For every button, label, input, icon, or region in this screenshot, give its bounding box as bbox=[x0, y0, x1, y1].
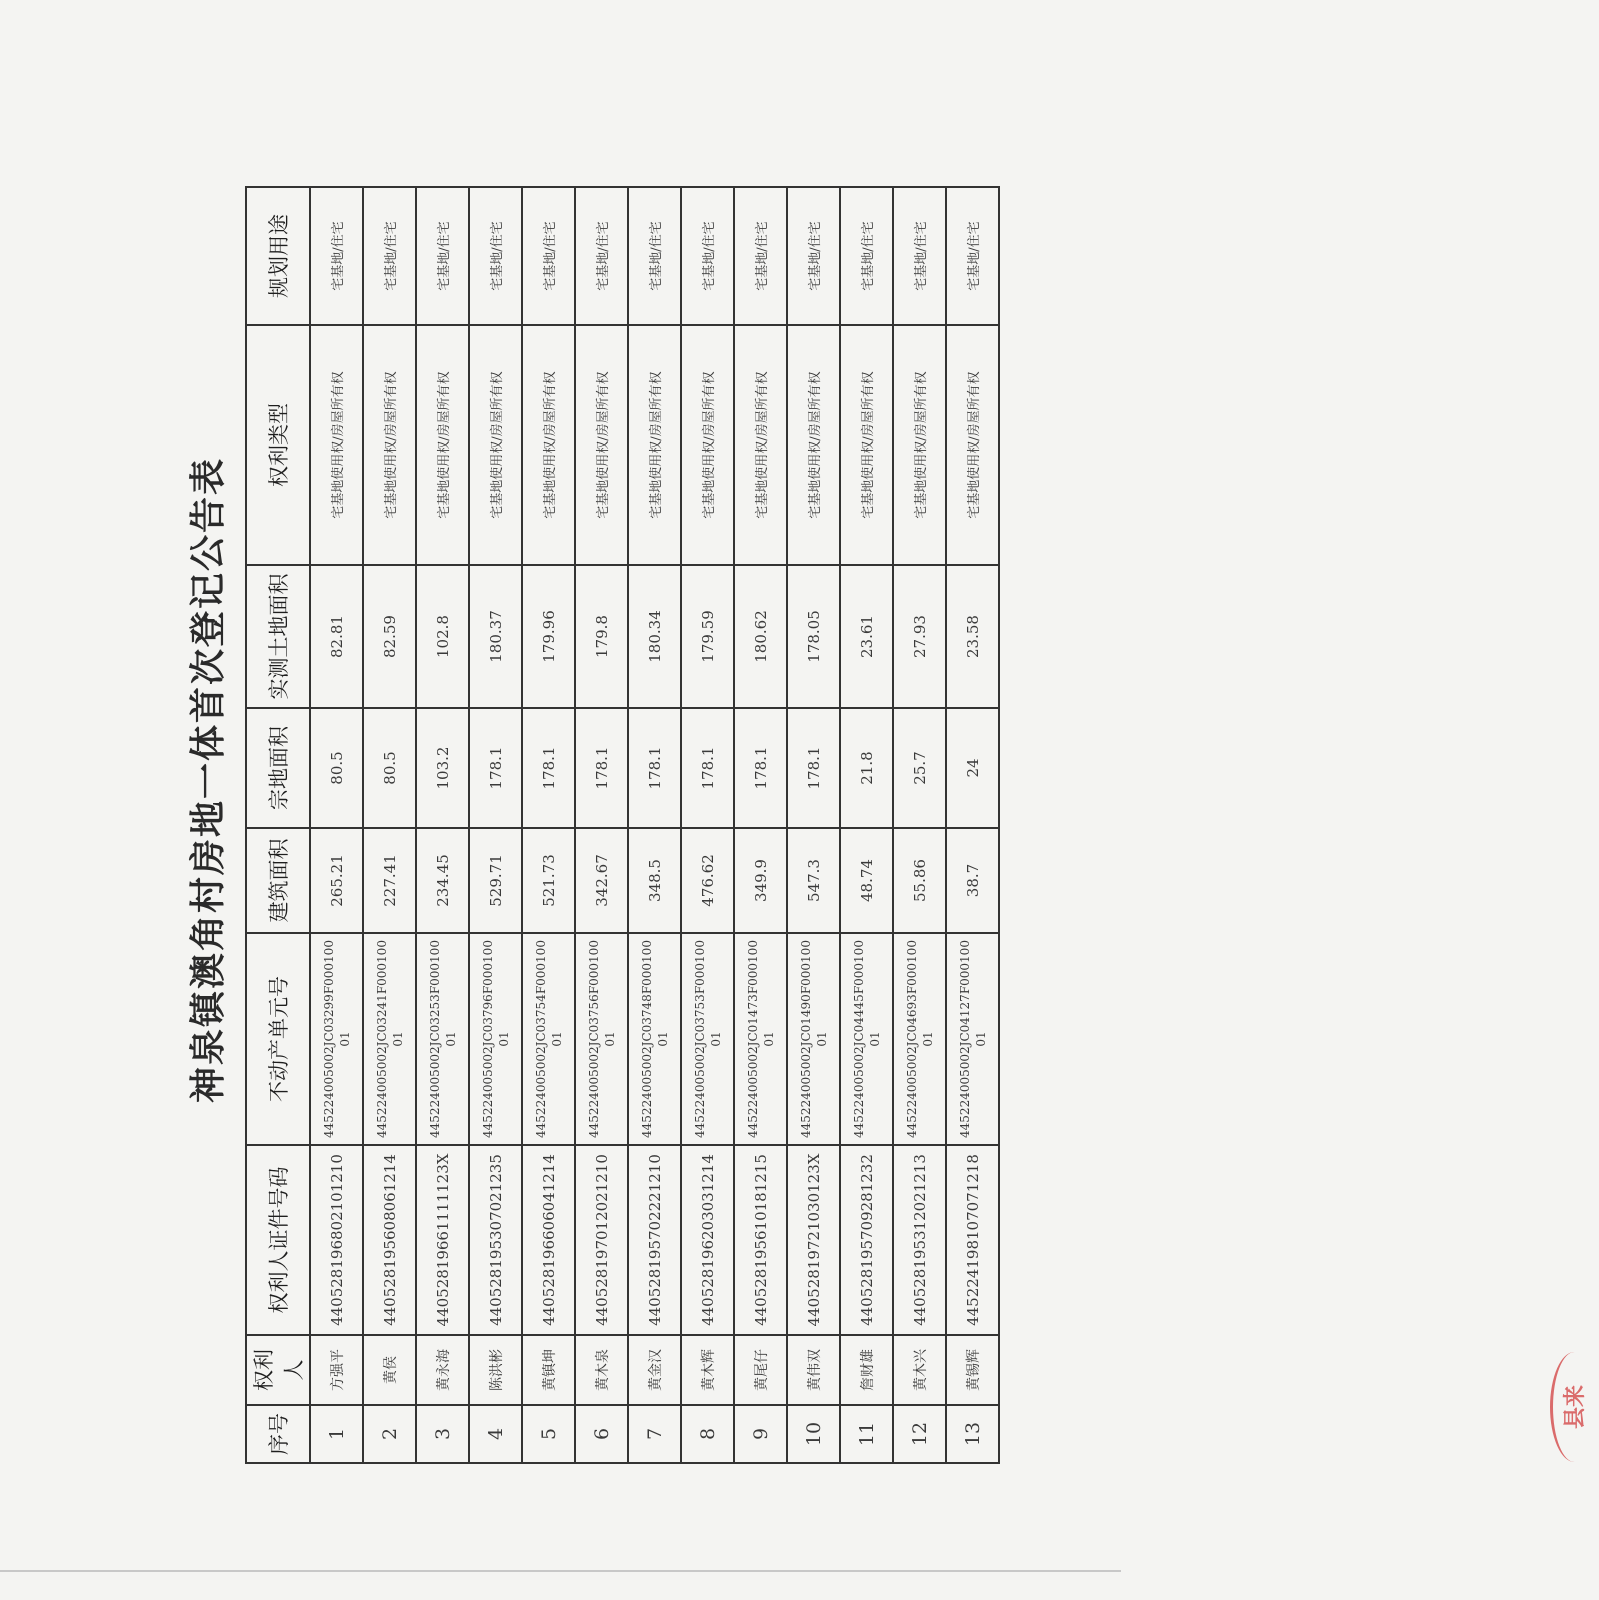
owner-name-cell: 黄木兴 bbox=[893, 1335, 946, 1405]
right-type-cell: 宅基地使用权/房屋所有权 bbox=[893, 325, 946, 565]
owner-name-cell: 黄永海 bbox=[416, 1335, 469, 1405]
parcel-area-cell: 178.1 bbox=[787, 708, 840, 828]
building-area-cell: 348.5 bbox=[628, 828, 681, 933]
parcel-area-cell: 80.5 bbox=[310, 708, 363, 828]
id-number-cell: 440528195610181215 bbox=[734, 1145, 787, 1335]
id-number-cell: 440528195702221210 bbox=[628, 1145, 681, 1335]
planned-use-cell: 宅基地/住宅 bbox=[840, 187, 893, 325]
header-cell: 宗地面积 bbox=[246, 708, 310, 828]
measured-land-area-cell: 178.05 bbox=[787, 565, 840, 708]
parcel-area-cell: 178.1 bbox=[522, 708, 575, 828]
right-type-cell: 宅基地使用权/房屋所有权 bbox=[840, 325, 893, 565]
building-area-cell: 547.3 bbox=[787, 828, 840, 933]
measured-land-area-cell: 102.8 bbox=[416, 565, 469, 708]
right-type-cell: 宅基地使用权/房屋所有权 bbox=[575, 325, 628, 565]
table-row bbox=[628, 187, 681, 1463]
row-number-cell: 13 bbox=[946, 1405, 999, 1463]
header-cell: 不动产单元号 bbox=[246, 933, 310, 1145]
right-type-cell: 宅基地使用权/房屋所有权 bbox=[363, 325, 416, 565]
property-unit-number-cell: 445224005002JC01490F00010001 bbox=[787, 933, 840, 1145]
measured-land-area-cell: 82.81 bbox=[310, 565, 363, 708]
table-row bbox=[363, 187, 416, 1463]
header-cell: 权利人 bbox=[246, 1335, 310, 1405]
property-unit-number-cell: 445224005002JC01473F00010001 bbox=[734, 933, 787, 1145]
property-unit-number-cell: 445224005002JC03241F00010001 bbox=[363, 933, 416, 1145]
planned-use-cell: 宅基地/住宅 bbox=[469, 187, 522, 325]
row-number-cell: 11 bbox=[840, 1405, 893, 1463]
header-cell: 建筑面积 bbox=[246, 828, 310, 933]
table-row bbox=[681, 187, 734, 1463]
table-row bbox=[946, 187, 999, 1463]
parcel-area-cell: 24 bbox=[946, 708, 999, 828]
parcel-area-cell: 178.1 bbox=[628, 708, 681, 828]
planned-use-cell: 宅基地/住宅 bbox=[363, 187, 416, 325]
table-row bbox=[310, 187, 363, 1463]
header-cell: 权利人证件号码 bbox=[246, 1145, 310, 1335]
owner-name-cell: 黄镇坤 bbox=[522, 1335, 575, 1405]
planned-use-cell: 宅基地/住宅 bbox=[628, 187, 681, 325]
row-number-cell: 4 bbox=[469, 1405, 522, 1463]
row-number-cell: 6 bbox=[575, 1405, 628, 1463]
property-unit-number-cell: 445224005002JC03756F00010001 bbox=[575, 933, 628, 1145]
property-unit-number-cell: 445224005002JC03748F00010001 bbox=[628, 933, 681, 1145]
property-unit-number-cell: 445224005002JC04693F00010001 bbox=[893, 933, 946, 1145]
measured-land-area-cell: 179.59 bbox=[681, 565, 734, 708]
right-type-cell: 宅基地使用权/房屋所有权 bbox=[522, 325, 575, 565]
building-area-cell: 227.41 bbox=[363, 828, 416, 933]
right-type-cell: 宅基地使用权/房屋所有权 bbox=[946, 325, 999, 565]
row-number-cell: 7 bbox=[628, 1405, 681, 1463]
parcel-area-cell: 103.2 bbox=[416, 708, 469, 828]
right-type-cell: 宅基地使用权/房屋所有权 bbox=[787, 325, 840, 565]
row-number-cell: 5 bbox=[522, 1405, 575, 1463]
parcel-area-cell: 178.1 bbox=[469, 708, 522, 828]
scan-edge-line bbox=[0, 1570, 1121, 1572]
building-area-cell: 476.62 bbox=[681, 828, 734, 933]
table-row bbox=[469, 187, 522, 1463]
rotated-document-page bbox=[110, 80, 1588, 1480]
building-area-cell: 342.67 bbox=[575, 828, 628, 933]
right-type-cell: 宅基地使用权/房屋所有权 bbox=[310, 325, 363, 565]
planned-use-cell: 宅基地/住宅 bbox=[575, 187, 628, 325]
right-type-cell: 宅基地使用权/房屋所有权 bbox=[734, 325, 787, 565]
header-cell: 规划用途 bbox=[246, 187, 310, 325]
owner-name-cell: 黄木辉 bbox=[681, 1335, 734, 1405]
property-unit-number-cell: 445224005002JC03796F00010001 bbox=[469, 933, 522, 1145]
planned-use-cell: 宅基地/住宅 bbox=[734, 187, 787, 325]
table-row bbox=[840, 187, 893, 1463]
planned-use-cell: 宅基地/住宅 bbox=[310, 187, 363, 325]
row-number-cell: 3 bbox=[416, 1405, 469, 1463]
measured-land-area-cell: 179.8 bbox=[575, 565, 628, 708]
measured-land-area-cell: 23.58 bbox=[946, 565, 999, 708]
parcel-area-cell: 80.5 bbox=[363, 708, 416, 828]
id-number-cell: 440528196203031214 bbox=[681, 1145, 734, 1335]
id-number-cell: 440528195608061214 bbox=[363, 1145, 416, 1335]
right-type-cell: 宅基地使用权/房屋所有权 bbox=[469, 325, 522, 565]
id-number-cell: 440528196802101210 bbox=[310, 1145, 363, 1335]
property-unit-number-cell: 445224005002JC03253F00010001 bbox=[416, 933, 469, 1145]
id-number-cell: 44052819661111123X bbox=[416, 1145, 469, 1335]
measured-land-area-cell: 23.61 bbox=[840, 565, 893, 708]
measured-land-area-cell: 180.62 bbox=[734, 565, 787, 708]
table-row bbox=[522, 187, 575, 1463]
table-body bbox=[310, 187, 999, 1463]
parcel-area-cell: 178.1 bbox=[734, 708, 787, 828]
row-number-cell: 2 bbox=[363, 1405, 416, 1463]
row-number-cell: 12 bbox=[893, 1405, 946, 1463]
measured-land-area-cell: 180.34 bbox=[628, 565, 681, 708]
right-type-cell: 宅基地使用权/房屋所有权 bbox=[416, 325, 469, 565]
planned-use-cell: 宅基地/住宅 bbox=[681, 187, 734, 325]
owner-name-cell: 黄金汉 bbox=[628, 1335, 681, 1405]
id-number-cell: 440528195312021213 bbox=[893, 1145, 946, 1335]
property-unit-number-cell: 445224005002JC04127F00010001 bbox=[946, 933, 999, 1145]
planned-use-cell: 宅基地/住宅 bbox=[522, 187, 575, 325]
id-number-cell: 440528197012021210 bbox=[575, 1145, 628, 1335]
header-cell: 序号 bbox=[246, 1405, 310, 1463]
table-row bbox=[893, 187, 946, 1463]
table-row bbox=[575, 187, 628, 1463]
table-row bbox=[416, 187, 469, 1463]
owner-name-cell: 黄伟双 bbox=[787, 1335, 840, 1405]
building-area-cell: 349.9 bbox=[734, 828, 787, 933]
right-type-cell: 宅基地使用权/房屋所有权 bbox=[628, 325, 681, 565]
registration-table bbox=[245, 186, 1000, 1464]
parcel-area-cell: 178.1 bbox=[575, 708, 628, 828]
owner-name-cell: 黄木泉 bbox=[575, 1335, 628, 1405]
owner-name-cell: 黄侯 bbox=[363, 1335, 416, 1405]
measured-land-area-cell: 180.37 bbox=[469, 565, 522, 708]
building-area-cell: 265.21 bbox=[310, 828, 363, 933]
right-type-cell: 宅基地使用权/房屋所有权 bbox=[681, 325, 734, 565]
row-number-cell: 9 bbox=[734, 1405, 787, 1463]
header-cell: 实测土地面积 bbox=[246, 565, 310, 708]
parcel-area-cell: 178.1 bbox=[681, 708, 734, 828]
owner-name-cell: 黄尾仔 bbox=[734, 1335, 787, 1405]
building-area-cell: 55.86 bbox=[893, 828, 946, 933]
table-row bbox=[787, 187, 840, 1463]
property-unit-number-cell: 445224005002JC03754F00010001 bbox=[522, 933, 575, 1145]
planned-use-cell: 宅基地/住宅 bbox=[893, 187, 946, 325]
owner-name-cell: 詹财雄 bbox=[840, 1335, 893, 1405]
measured-land-area-cell: 179.96 bbox=[522, 565, 575, 708]
owner-name-cell: 黄锡辉 bbox=[946, 1335, 999, 1405]
planned-use-cell: 宅基地/住宅 bbox=[946, 187, 999, 325]
planned-use-cell: 宅基地/住宅 bbox=[416, 187, 469, 325]
table-row bbox=[734, 187, 787, 1463]
row-number-cell: 8 bbox=[681, 1405, 734, 1463]
owner-name-cell: 方强平 bbox=[310, 1335, 363, 1405]
row-number-cell: 10 bbox=[787, 1405, 840, 1463]
header-cell: 权利类型 bbox=[246, 325, 310, 565]
measured-land-area-cell: 82.59 bbox=[363, 565, 416, 708]
id-number-cell: 440528196606041214 bbox=[522, 1145, 575, 1335]
measured-land-area-cell: 27.93 bbox=[893, 565, 946, 708]
building-area-cell: 529.71 bbox=[469, 828, 522, 933]
property-unit-number-cell: 445224005002JC04445F00010001 bbox=[840, 933, 893, 1145]
header-row bbox=[246, 187, 310, 1463]
id-number-cell: 440528195307021235 bbox=[469, 1145, 522, 1335]
property-unit-number-cell: 445224005002JC03299F00010001 bbox=[310, 933, 363, 1145]
property-unit-number-cell: 445224005002JC03753F00010001 bbox=[681, 933, 734, 1145]
planned-use-cell: 宅基地/住宅 bbox=[787, 187, 840, 325]
building-area-cell: 38.7 bbox=[946, 828, 999, 933]
id-number-cell: 44052819721030123X bbox=[787, 1145, 840, 1335]
parcel-area-cell: 21.8 bbox=[840, 708, 893, 828]
official-seal-fragment: 县来 bbox=[1550, 1352, 1599, 1462]
id-number-cell: 440528195709281232 bbox=[840, 1145, 893, 1335]
id-number-cell: 445224198107071218 bbox=[946, 1145, 999, 1335]
row-number-cell: 1 bbox=[310, 1405, 363, 1463]
parcel-area-cell: 25.7 bbox=[893, 708, 946, 828]
building-area-cell: 48.74 bbox=[840, 828, 893, 933]
building-area-cell: 521.73 bbox=[522, 828, 575, 933]
owner-name-cell: 陈洪彬 bbox=[469, 1335, 522, 1405]
building-area-cell: 234.45 bbox=[416, 828, 469, 933]
document-title: 神泉镇澳角村房地一体首次登记公告表 bbox=[188, 457, 229, 1104]
